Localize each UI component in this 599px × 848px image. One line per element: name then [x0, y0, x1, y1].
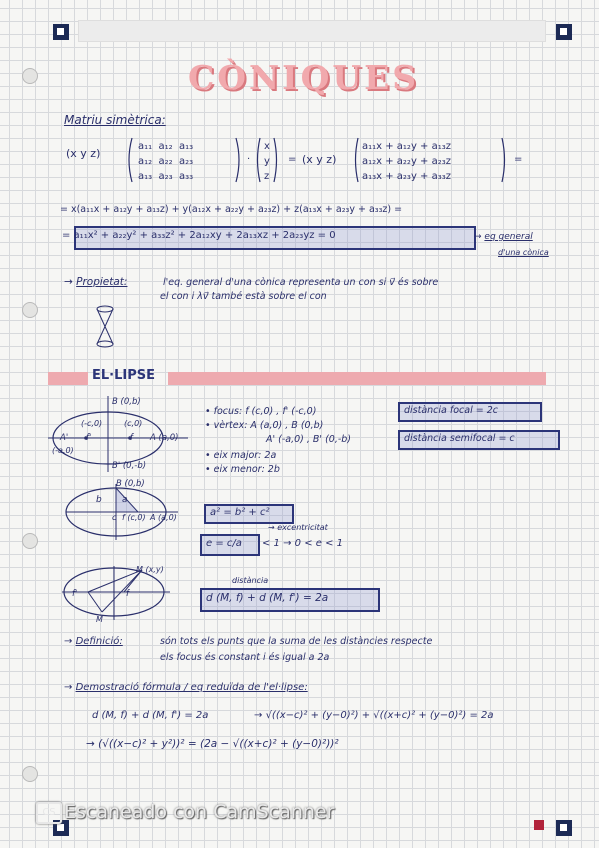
- result-row: a₁₁x + a₁₂y + a₁₃z: [362, 141, 451, 152]
- eix-major: • eix major: 2a: [205, 450, 277, 461]
- corner-marker: [556, 24, 572, 40]
- label-A-fig2: A (a,0): [150, 513, 177, 522]
- section-bar: [48, 372, 88, 385]
- excentricitat-label: → excentricitat: [268, 523, 328, 532]
- focus-line: • focus: f (c,0) , f' (-c,0): [205, 406, 317, 417]
- col-vec-item: x: [264, 141, 270, 152]
- equals-sign: =: [514, 154, 523, 165]
- label-f2-fig3: f: [126, 589, 129, 599]
- label-c: c: [112, 513, 117, 522]
- col-vec-item: y: [264, 156, 270, 167]
- distance-sum: d (M, f) + d (M, f') = 2a: [206, 592, 329, 604]
- cone-sketch: [92, 304, 118, 352]
- semifocal-distance: distància semifocal = c: [404, 433, 515, 444]
- camscanner-watermark: Escaneado con CamScanner: [64, 801, 335, 823]
- label-f1-fig3: f': [72, 589, 78, 599]
- row-vector-2: (x y z): [302, 153, 337, 166]
- label-M: M (x,y): [136, 565, 164, 574]
- binder-hole: [22, 533, 38, 549]
- matriu-heading: Matriu simètrica:: [64, 113, 166, 127]
- result-row: a₁₂x + a₂₂y + a₂₃z: [362, 156, 451, 167]
- binder-hole: [22, 68, 38, 84]
- result-row: a₁₃x + a₂₃y + a₃₃z: [362, 171, 451, 182]
- row-vector: (x y z): [66, 147, 101, 160]
- page-header-band: [78, 20, 546, 42]
- corner-marker: [556, 820, 572, 836]
- label-M2: M: [96, 615, 103, 624]
- matrix-row: a₁₃ a₂₃ a₃₃: [138, 171, 194, 182]
- label-b: b: [96, 495, 102, 505]
- label-f2: f: [130, 433, 133, 443]
- label-A: A (a,0): [150, 433, 179, 443]
- section-bar: [168, 372, 546, 385]
- red-marker: [534, 820, 544, 830]
- label-A-neg-coords: (-a,0): [52, 446, 74, 455]
- camscanner-icon: CS: [36, 802, 62, 824]
- propietat-text: l'eq. general d'una cònica representa un con si v⃗ és sobre: [163, 277, 439, 288]
- ellipse-heading: EL·LIPSE: [92, 368, 155, 383]
- general-note: → eq general: [474, 232, 533, 242]
- propietat-text: el con i λv⃗ també està sobre el con: [160, 291, 327, 302]
- equals-sign: =: [288, 154, 297, 165]
- definicio-text: els focus és constant i és igual a 2a: [160, 652, 330, 663]
- eix-menor: • eix menor: 2b: [205, 464, 280, 475]
- demo-eq-2: → (√((x−c)² + y²))² = (2a − √((x+c)² + (y−0)²))²: [86, 738, 339, 750]
- expansion-line: = x(a₁₁x + a₁₂y + a₁₃z) + y(a₁₂x + a₂₂y + a₂₃z) + z(a₁₃x + a₂₃y + a₃₃z) =: [60, 204, 403, 215]
- eccentricity: e = c/a: [206, 538, 242, 549]
- binder-hole: [22, 302, 38, 318]
- label-a: a: [122, 495, 128, 505]
- pythagoras: a² = b² + c²: [210, 507, 270, 518]
- general-equation: = a₁₁x² + a₂₂y² + a₃₃z² + 2a₁₂xy + 2a₁₃xz + 2a₂₃yz = 0: [62, 230, 336, 241]
- label-c-neg: (-c,0): [81, 419, 103, 428]
- matrix-row: a₁₁ a₁₂ a₁₃: [138, 141, 194, 152]
- label-f-fig2: f (c,0): [122, 513, 146, 522]
- label-f1: f': [86, 433, 92, 443]
- distancia-label: distància: [232, 576, 269, 585]
- binder-hole: [22, 766, 38, 782]
- label-B-neg: B' (0,-b): [112, 461, 147, 471]
- label-c-pos: (c,0): [124, 419, 143, 428]
- focal-distance: distància focal = 2c: [404, 405, 498, 416]
- general-note-2: d'una cònica: [498, 248, 549, 257]
- label-B: B (0,b): [112, 397, 141, 407]
- corner-marker: [53, 24, 69, 40]
- vertex-line-2: A' (-a,0) , B' (0,-b): [266, 434, 351, 445]
- propietat-row: → Propietat:: [64, 276, 128, 288]
- demo-row: → Demostració fórmula / eq reduïda de l'el·lipse:: [64, 682, 308, 693]
- vertex-line: • vèrtex: A (a,0) , B (0,b): [205, 420, 324, 431]
- demo-eq-rhs: → √((x−c)² + (y−0)²) + √((x+c)² + (y−0)²) = 2a: [254, 710, 494, 721]
- page-title: CÒNIQUES: [188, 58, 420, 97]
- demo-eq-lhs: d (M, f) + d (M, f') = 2a: [92, 710, 209, 721]
- label-B-fig2: B (0,b): [116, 479, 145, 489]
- col-vec-item: z: [264, 171, 270, 182]
- definicio-row: → Definició:: [64, 636, 123, 647]
- label-A-neg: A': [60, 433, 69, 443]
- matrix-row: a₁₂ a₂₂ a₂₃: [138, 156, 194, 167]
- eccentricity-range: < 1 → 0 < e < 1: [262, 538, 344, 549]
- definicio-text: són tots els punts que la suma de les distàncies respecte: [160, 636, 433, 647]
